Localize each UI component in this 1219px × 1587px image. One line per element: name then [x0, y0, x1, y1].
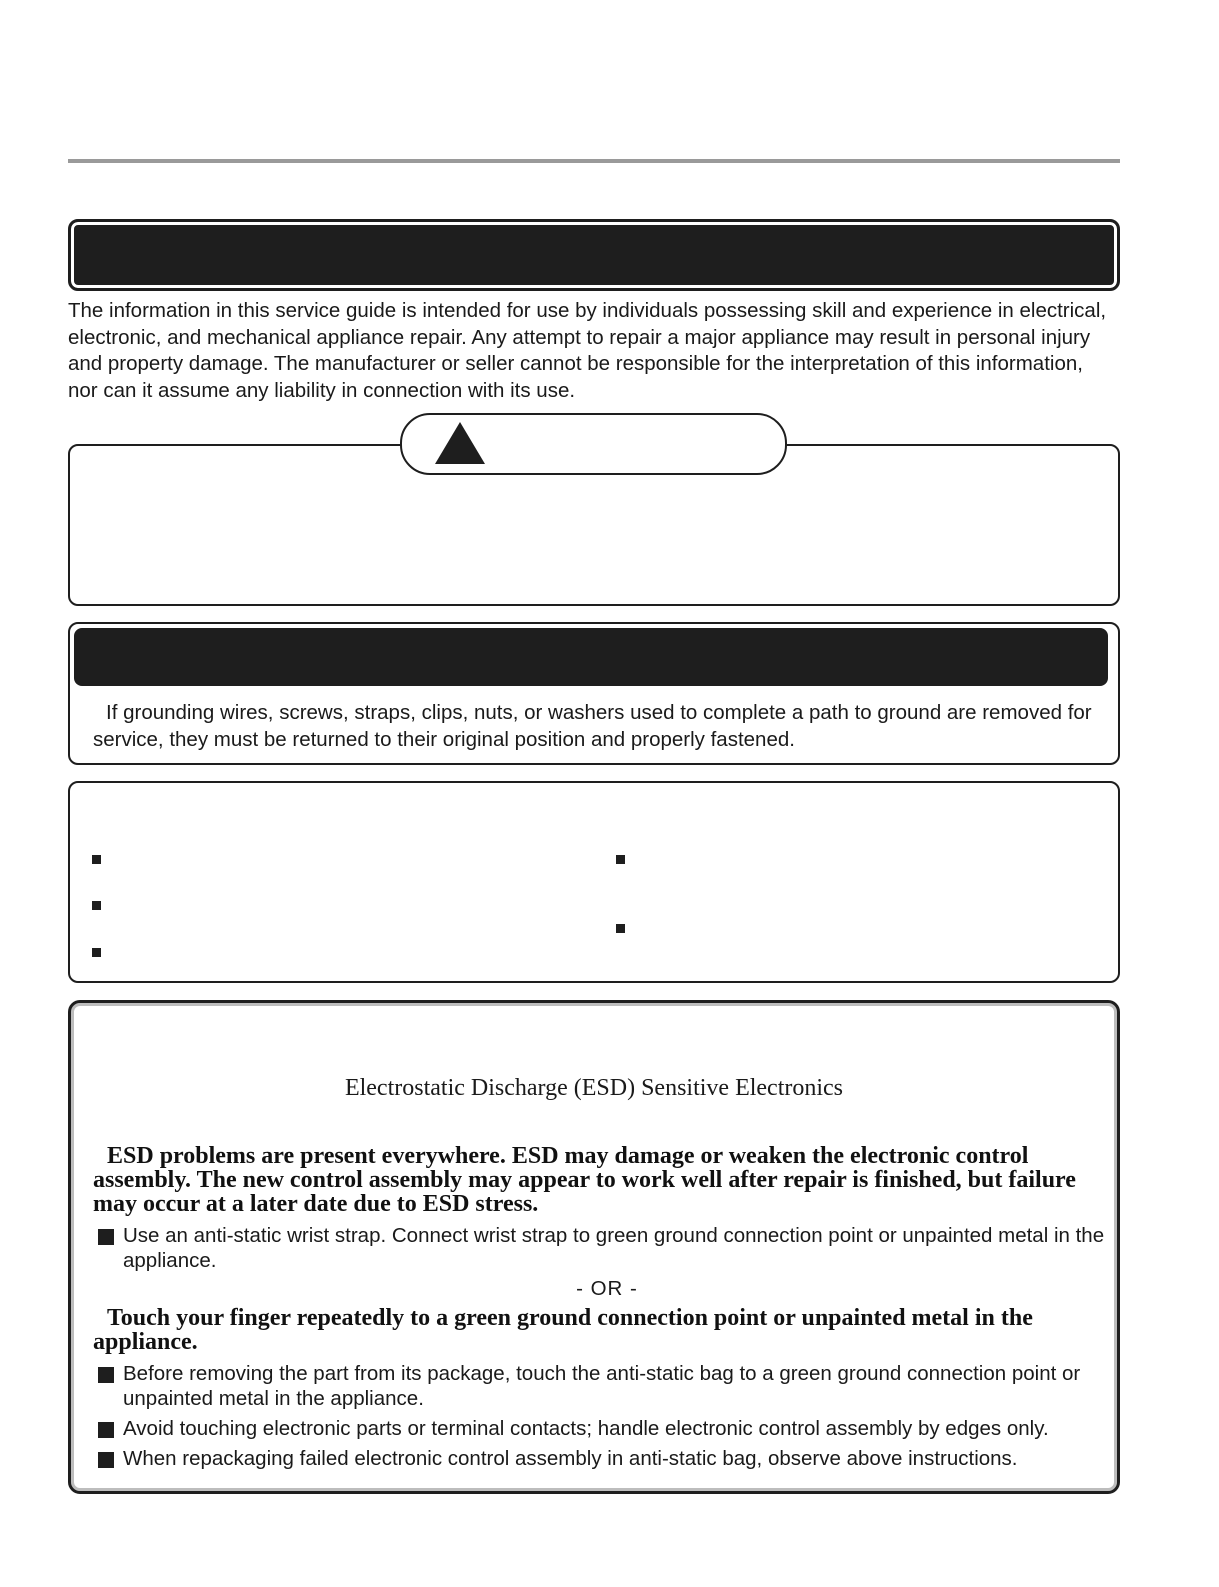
esd-item-text: Use an anti-static wrist strap. Connect wrist strap to green ground connection point or unpainted metal in the appliance.	[123, 1224, 1105, 1272]
or-separator: - OR -	[576, 1277, 638, 1300]
grounding-box	[68, 622, 1120, 765]
esd-title: Electrostatic Discharge (ESD) Sensitive Electronics	[344, 1075, 844, 1101]
esd-alt-bold: Touch your finger repeatedly to a green ground connection point or unpainted metal in the appliance.	[93, 1305, 1033, 1355]
list-bullet-icon	[92, 948, 101, 957]
esd-item-text: Before removing the part from its package, touch the anti-static bag to a green ground connection point or unpainted metal in the appliance.	[123, 1362, 1081, 1410]
esd-list-item	[93, 1446, 1133, 1471]
esd-list-item	[93, 1223, 1133, 1273]
warning-label-tab	[400, 413, 787, 475]
section-header-bar	[68, 219, 1120, 291]
list-bullet-icon	[616, 924, 625, 933]
list-bullet-icon	[92, 855, 101, 864]
grounding-text: If grounding wires, screws, straps, clips, nuts, or washers used to complete a path to ground are removed for service, they must be returned to their original position and properly fastened.	[93, 701, 1092, 751]
square-bullet-icon	[98, 1367, 114, 1383]
esd-list-item	[93, 1416, 1133, 1441]
warning-triangle-icon	[435, 422, 485, 464]
grounding-header-bar	[74, 628, 1108, 686]
esd-list-item	[93, 1361, 1133, 1411]
intro-paragraph: The information in this service guide is intended for use by individuals possessing skill and experience in electrical, electronic, and mechanical appliance repair. Any attempt to repair a major appliance may result in personal injury and property damage. The manufacturer or seller cannot be responsible for the interpretation of this information, nor can it assume any liability in connection with its use.	[68, 299, 1107, 402]
esd-item-text: When repackaging failed electronic control assembly in anti-static bag, observe above instructions.	[123, 1447, 1018, 1470]
header-rule	[68, 159, 1120, 163]
esd-item-text: Avoid touching electronic parts or terminal contacts; handle electronic control assembly by edges only.	[123, 1417, 1049, 1440]
square-bullet-icon	[98, 1229, 114, 1245]
checklist-box	[68, 781, 1120, 983]
list-bullet-icon	[92, 901, 101, 910]
esd-box	[68, 1000, 1120, 1494]
square-bullet-icon	[98, 1452, 114, 1468]
list-bullet-icon	[616, 855, 625, 864]
square-bullet-icon	[98, 1422, 114, 1438]
esd-intro-bold: ESD problems are present everywhere. ESD may damage or weaken the electronic control assembly. The new control assembly may appear to work well after repair is finished, but failure may occur at a later date due to ESD stress.	[93, 1143, 1076, 1217]
